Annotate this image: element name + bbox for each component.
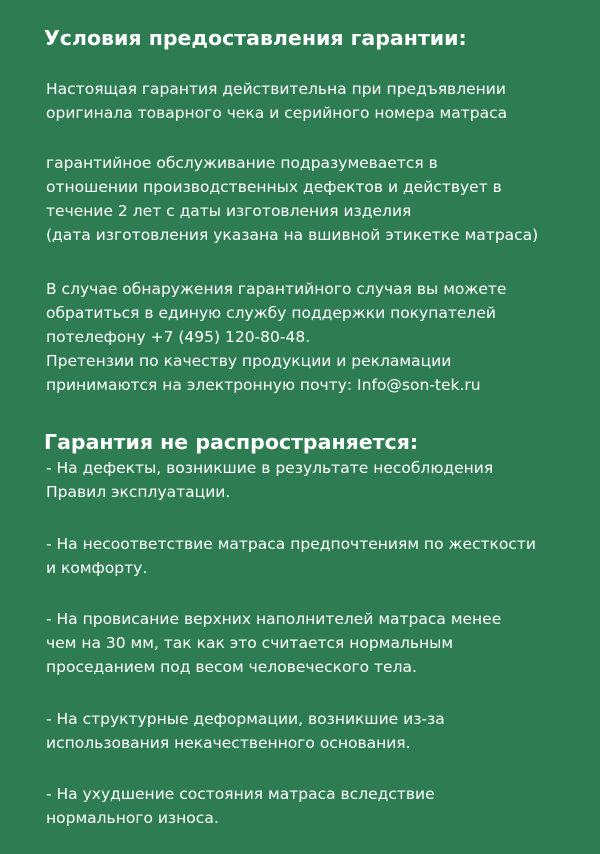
text-line: - На ухудшение состояния матраса вследствие <box>46 785 435 803</box>
text-line: гарантийное обслуживание подразумевается в <box>46 154 438 172</box>
paragraph-service-term <box>46 151 538 247</box>
paragraph-contact <box>46 277 506 397</box>
text-line: проседанием под весом человеческого тела. <box>46 658 417 676</box>
text-line: обратиться в единую службу поддержки покупателей <box>46 304 496 322</box>
exclusion-item <box>46 456 493 504</box>
warranty-conditions-title: Условия предоставления гарантии: <box>44 26 467 50</box>
text-line: - На провисание верхних наполнителей матраса менее <box>46 610 502 628</box>
text-line: (дата изготовления указана на вшивной этикетке матраса) <box>46 226 539 244</box>
text-line: оригинала товарного чека и серийного номера матраса <box>46 104 508 122</box>
text-line: Претензии по качеству продукции и рекламации <box>46 352 452 370</box>
text-line: - На несоответствие матраса предпочтениям по жесткости <box>46 535 536 553</box>
text-line: нормального износа. <box>46 809 219 827</box>
text-line: течение 2 лет с даты изготовления изделия <box>46 202 412 220</box>
exclusion-item <box>46 707 445 755</box>
text-line: Правил эксплуатации. <box>46 483 231 501</box>
exclusion-item <box>46 532 536 580</box>
text-line: потелефону +7 (495) 120-80-48. <box>46 328 311 346</box>
text-line: В случае обнаружения гарантийного случая вы можете <box>46 280 507 298</box>
paragraph-validity <box>46 77 507 125</box>
text-line: чем на 30 мм, так как это считается нормальным <box>46 634 454 652</box>
text-line: отношении производственных дефектов и действует в <box>46 178 502 196</box>
text-line: и комфорту. <box>46 559 148 577</box>
text-line: использования некачественного основания. <box>46 734 411 752</box>
text-line: Настоящая гарантия действительна при предъявлении <box>46 80 506 98</box>
text-line: - На структурные деформации, возникшие из-за <box>46 710 445 728</box>
warranty-exclusions-title: Гарантия не распространяется: <box>44 430 419 454</box>
exclusion-item <box>46 782 435 830</box>
text-line: - На дефекты, возникшие в результате несоблюдения <box>46 459 494 477</box>
exclusion-item <box>46 607 501 679</box>
text-line: принимаются на электронную почту: Info@son-tek.ru <box>46 376 481 394</box>
